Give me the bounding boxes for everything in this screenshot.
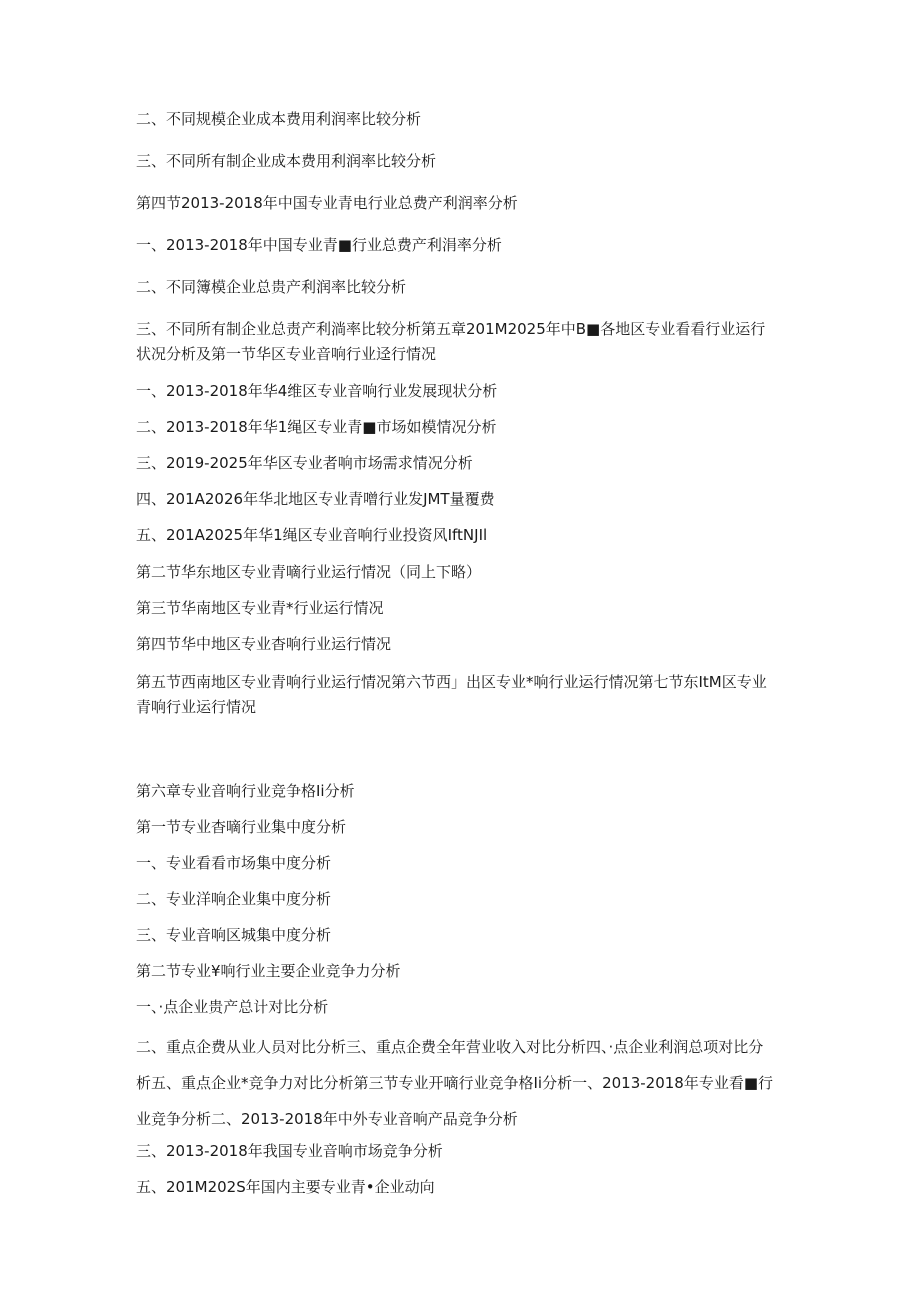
toc-line: 一、专业看看市场集中度分析 <box>136 854 332 872</box>
toc-line: 四、201A2026年华北地区专业青噌行业发JMT量覆费 <box>136 490 495 508</box>
toc-line: 三、2013-2018年我国专业音响市场竞争分析 <box>136 1142 443 1160</box>
toc-line: 五、201A2025年华1绳区专业音响行业投资风IftNJIl <box>136 526 488 544</box>
toc-line: 第二节华东地区专业青嘀行业运行情况（同上下略） <box>136 563 482 581</box>
toc-line: 第四节华中地区专业杳响行业运行情况 <box>136 635 392 653</box>
toc-line: 二、不同簿模企业总贵产利润率比较分析 <box>136 278 407 296</box>
toc-line: 一、2013-2018年中国专业青■行业总费产利涓率分析 <box>136 236 502 254</box>
toc-line: 第四节2013-2018年中国专业青电行业总费产利润率分析 <box>136 194 518 212</box>
toc-line: 二、专业洋响企业集中度分析 <box>136 890 332 908</box>
toc-line: 第六章专业音响行业竞争格Ii分析 <box>136 782 355 800</box>
toc-line: 三、2019-2025年华区专业者响市场需求情况分析 <box>136 454 473 472</box>
toc-line: 第二节专业¥响行业主要企业竞争力分析 <box>136 962 401 980</box>
toc-line: 第五节西南地区专业青响行业运行情况第六节西」出区专业*响行业运行情况第七节东ItM区专业青响行业运行情况 <box>136 673 767 716</box>
toc-line: 一、2013-2018年华4维区专业音响行业发展现状分析 <box>136 382 498 400</box>
toc-line: 三、专业音响区城集中度分析 <box>136 926 332 944</box>
toc-line: 二、不同规模企业成本费用利润率比较分析 <box>136 110 422 128</box>
toc-line: 二、重点企费从业人员对比分析三、重点企费全年营业收入对比分析四、·点企业利润总项对比分析五、重点企业*竞争力对比分析第三节专业开嘀行业竞争格Ii分析一、2013-2018年专业看■行业竞争分析二、2013-2018年中外专业音响产品竞争分析 <box>136 1038 774 1128</box>
toc-line: 三、不同所有制企业总责产利淌率比较分析第五章201M2025年中B■各地区专业看看行业运行状况分析及第一节华区专业音响行业迳行情况 <box>136 320 766 363</box>
toc-line: 五、201M202S年国内主要专业青•企业动向 <box>136 1178 435 1196</box>
toc-line: 第三节华南地区专业青*行业运行情况 <box>136 599 384 617</box>
toc-line: 三、不同所有制企业成本费用利润率比较分析 <box>136 152 437 170</box>
toc-line: 一、·点企业贵产总计对比分析 <box>136 998 329 1016</box>
toc-line: 二、2013-2018年华1绳区专业青■市场如模情况分析 <box>136 418 497 436</box>
toc-line: 第一节专业杳嘀行业集中度分析 <box>136 818 347 836</box>
